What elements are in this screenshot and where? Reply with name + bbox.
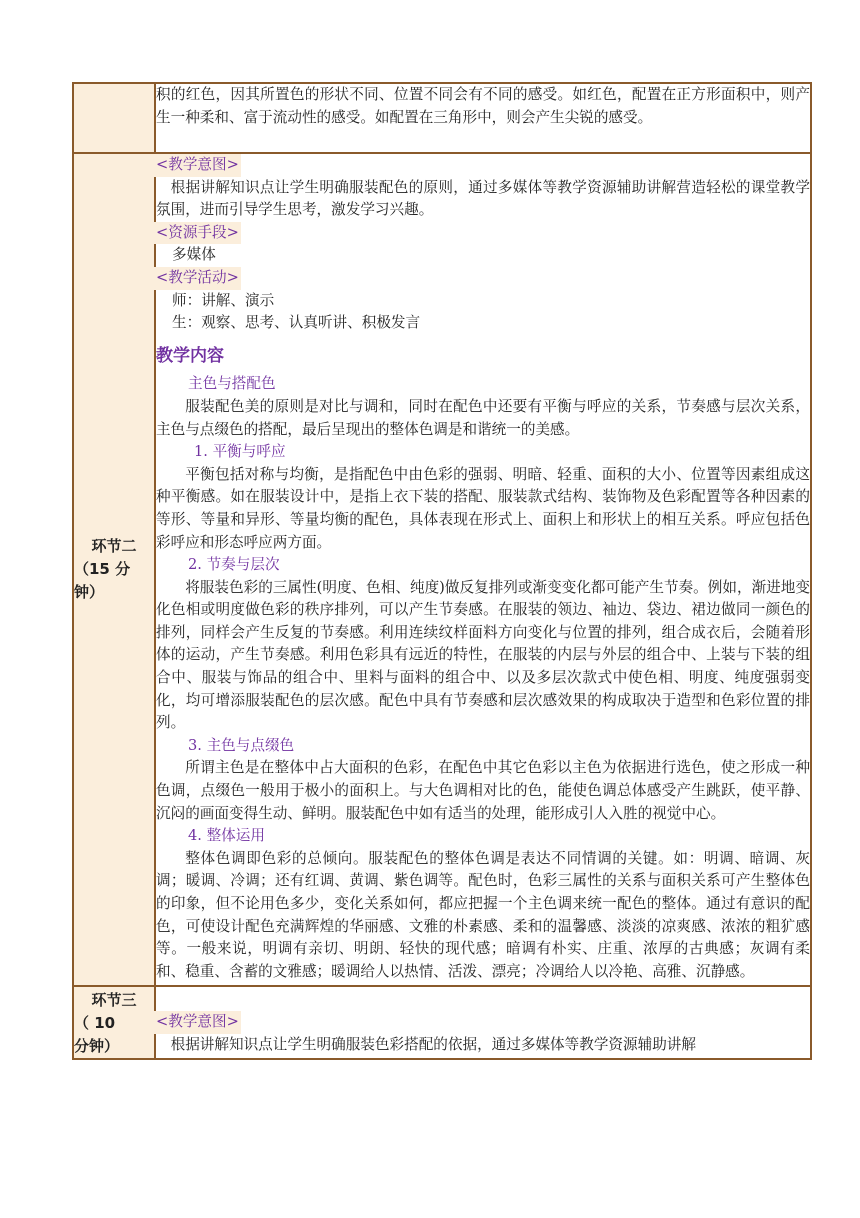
stage-duration-unit: 分钟） — [74, 1037, 120, 1056]
content-cell — [155, 83, 811, 153]
stage-label: 环节二 — [91, 537, 137, 556]
stage-duration-unit: 钟） — [74, 583, 105, 602]
stage-duration: （ 10 — [74, 1014, 116, 1033]
section-title: 教学内容 — [156, 345, 224, 366]
stage-duration: （15 分 — [74, 560, 131, 579]
stage-label-cell — [73, 986, 155, 1059]
paragraph-balance: 平衡包括对称与均衡，是指配色中由色彩的强弱、明暗、轻重、面积的大小、位置等因素组成这种平衡感。如在服装设计中，是指上衣下装的搭配、服装款式结构、装饰物及色彩配置等各种因素的等形、等量和异形、等量均衡的配色，具体表现在形式上、面积上和形状上的相互关系。呼应包括色彩呼应和形态呼应两方面。 — [156, 465, 810, 551]
paragraph-overall: 整体色调即色彩的总倾向。服装配色的整体色调是表达不同情调的关键。如：明调、暗调、灰调；暖调、冷调；还有红调、黄调、紫色调等。配色时，色彩三属性的关系与面积关系可产生整体色的印象，但不论用色多少，变化关系如何，都应把握一个主色调来统一配色的整体。通过有意识的配色，可使设计配色充满辉煌的华丽感、文雅的朴素感、柔和的温馨感、淡淡的凉爽感、浓浓的粗犷感等。一般来说，明调有亲切、明朗、轻快的现代感；暗调有朴实、庄重、浓厚的古典感；灰调有柔和、稳重、含蓄的文雅感；暖调给人以热情、活泼、漂亮；冷调给人以冷艳、高雅、沉静感。 — [156, 849, 810, 980]
activity-student: 生：观察、思考、认真听讲、积极发言 — [172, 314, 421, 332]
content-cell — [155, 986, 811, 1059]
heading-rhythm: 2. 节奏与层次 — [188, 556, 280, 574]
paragraph-main-accent: 所谓主色是在整体中占大面积的色彩，在配色中其它色彩以主色为依据进行选色，使之形成一种色调，点缀色一般用于极小的面积上。与大色调相对比的色，能使色调总体感受产生跳跃，使平静、沉闷的画面变得生动、鲜明。服装配色中如有适当的处理，能形成引人入胜的视觉中心。 — [156, 759, 810, 822]
heading-balance: 1. 平衡与呼应 — [194, 443, 286, 461]
resource-tag: <资源手段> — [154, 222, 241, 245]
content-cell — [155, 153, 811, 986]
lesson-plan-table — [72, 82, 812, 1060]
paragraph-rhythm: 将服装色彩的三属性(明度、色相、纯度)做反复排列或渐变变化都可能产生节奏。例如，渐进地变化色相或明度做色彩的秩序排列，可以产生节奏感。在服装的领边、袖边、袋边、裙边做同一颜色的排列，同样会产生反复的节奏感。利用连续纹样面料方向变化与位置的排列，组合成衣后，会随着形体的运动，产生节奏感。利用色彩具有远近的特性，在服装的内层与外层的组合中、上装与下装的组合中、服装与饰品的组合中、里料与面料的组合中、以及多层次款式中使色相、明度、纯度强弱变化，均可增添服装配色的层次感。配色中具有节奏感和层次感效果的构成取决于造型和色彩位置的排列。 — [156, 578, 810, 732]
heading-main-accent: 3. 主色与点缀色 — [188, 736, 295, 754]
intent-text: 根据讲解知识点让学生明确服装色彩搭配的依据，通过多媒体等教学资源辅助讲解 — [170, 1035, 696, 1053]
table-row — [73, 83, 811, 153]
table-row — [73, 153, 811, 986]
intent-text: 根据讲解知识点让学生明确服装配色的原则，通过多媒体等教学资源辅助讲解营造轻松的课堂教学氛围，进而引导学生思考，激发学习兴趣。 — [156, 178, 810, 219]
stage-label: 环节三 — [91, 991, 137, 1010]
activity-teacher: 师：讲解、演示 — [172, 291, 275, 309]
continued-paragraph: 积的红色，因其所置色的形状不同、位置不同会有不同的感受。如红色，配置在正方形面积中，则产生一种柔和、富于流动性的感受。如配置在三角形中，则会产生尖锐的感受。 — [156, 86, 810, 126]
intent-tag: <教学意图> — [154, 1011, 241, 1034]
table-row — [73, 986, 811, 1059]
activity-tag: <教学活动> — [154, 267, 241, 290]
paragraph-main: 服装配色美的原则是对比与调和，同时在配色中还要有平衡与呼应的关系，节奏感与层次关系，主色与点缀色的搭配，最后呈现出的整体色调是和谐统一的美感。 — [156, 397, 810, 438]
stage-label-cell — [73, 153, 155, 986]
heading-overall: 4. 整体运用 — [188, 827, 265, 845]
intent-tag: <教学意图> — [154, 154, 241, 177]
heading-main: 主色与搭配色 — [188, 375, 276, 393]
lesson-plan-sheet — [72, 82, 812, 1060]
resource-text: 多媒体 — [172, 246, 216, 264]
stage-label-cell — [73, 83, 155, 153]
